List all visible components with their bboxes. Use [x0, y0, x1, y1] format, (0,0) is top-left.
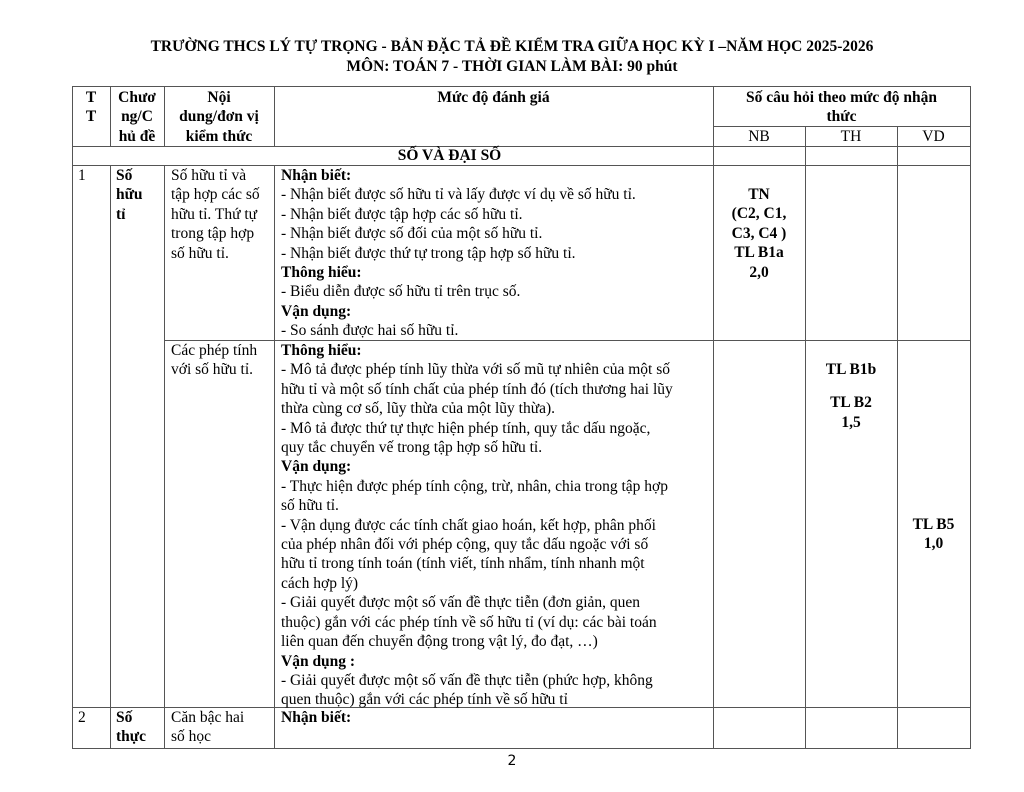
row1a-noidung: Số hữu tỉ và tập hợp các số hữu tỉ. Thứ tự trong tập hợp số hữu tỉ.: [171, 167, 260, 262]
header-tt: T T: [85, 89, 97, 126]
section-title: SỐ VÀ ĐẠI SỐ: [397, 147, 502, 164]
header-vd: VD: [922, 128, 945, 145]
header-mucdo: Mức độ đánh giá: [437, 89, 550, 106]
document-title: TRƯỜNG THCS LÝ TỰ TRỌNG - BẢN ĐẶC TẢ ĐỀ KIỂM TRA GIỮA HỌC KỲ I –NĂM HỌC 2025-2026: [150, 38, 874, 55]
row1b-noidung: Các phép tính với số hữu tỉ.: [171, 342, 258, 379]
row1b-th: TL B1b TL B2 1,5: [825, 361, 877, 431]
page-number: 2: [507, 753, 517, 769]
header-nb: NB: [748, 128, 770, 145]
row1b-mucdo: Thông hiểu: - Mô tả được phép tính lũy thừa với số mũ tự nhiên của một số hữu tỉ và một số tính chất của phép tính đó (tích thương hai lũy thừa cùng cơ số, lũy thừa của một lũy thừa). - Mô tả được thứ tự thực hiện phép tính, quy tắc dấu ngoặc, quy tắc chuyển vế trong tập hợp số hữu tỉ. Vận dụng: - Thực hiện được phép tính cộng, trừ, nhân, chia trong tập hợp số hữu tỉ. - Vận dụng được các tính chất giao hoán, kết hợp, phân phối của phép nhân đối với phép cộng, quy tắc dấu ngoặc với số hữu tỉ trong tính toán (tính viết, tính nhẩm, tính nhanh một cách hợp lý) - Giải quyết được một số vấn đề thực tiễn (đơn giản, quen thuộc) gắn với các phép tính về số hữu tỉ (ví dụ: các bài toán liên quan đến chuyển động trong vật lý, đo đạt, …) Vận dụng : - Giải quyết được một số vấn đề thực tiễn (phức hợp, không quen thuộc) gắn với các phép tính về số hữu tỉ: [281, 342, 673, 709]
row1-tt: 1: [78, 167, 86, 184]
row2-mucdo: Nhận biết:: [281, 709, 352, 726]
row1a-mucdo: Nhận biết: - Nhận biết được số hữu tỉ và lấy được ví dụ về số hữu tỉ. - Nhận biết được tập hợp các số hữu tỉ. - Nhận biết được số đối của một số hữu tỉ. - Nhận biết được thứ tự trong tập hợp số hữu tỉ. Thông hiểu: - Biểu diễn được số hữu tỉ trên trục số. Vận dụng: - So sánh được hai số hữu tỉ.: [281, 167, 636, 340]
row2-noidung: Căn bậc hai số học: [171, 709, 245, 746]
row2-tt: 2: [78, 709, 86, 726]
document-subtitle: MÔN: TOÁN 7 - THỜI GIAN LÀM BÀI: 90 phút: [346, 58, 678, 75]
header-th: TH: [840, 128, 862, 145]
header-socauhoi: Số câu hỏi theo mức độ nhận thức: [745, 89, 938, 126]
row1-chuong: Số hữu tỉ: [116, 167, 143, 223]
header-noidung: Nội dung/đơn vị kiểm thức: [179, 89, 259, 145]
row2-chuong: Số thực: [116, 709, 146, 746]
header-chuong: Chươ ng/C hủ đề: [118, 89, 156, 145]
row1a-nb: TN (C2, C1, C3, C4 ) TL B1a 2,0: [731, 186, 787, 281]
row1b-vd: TL B5 1,0: [912, 516, 955, 553]
